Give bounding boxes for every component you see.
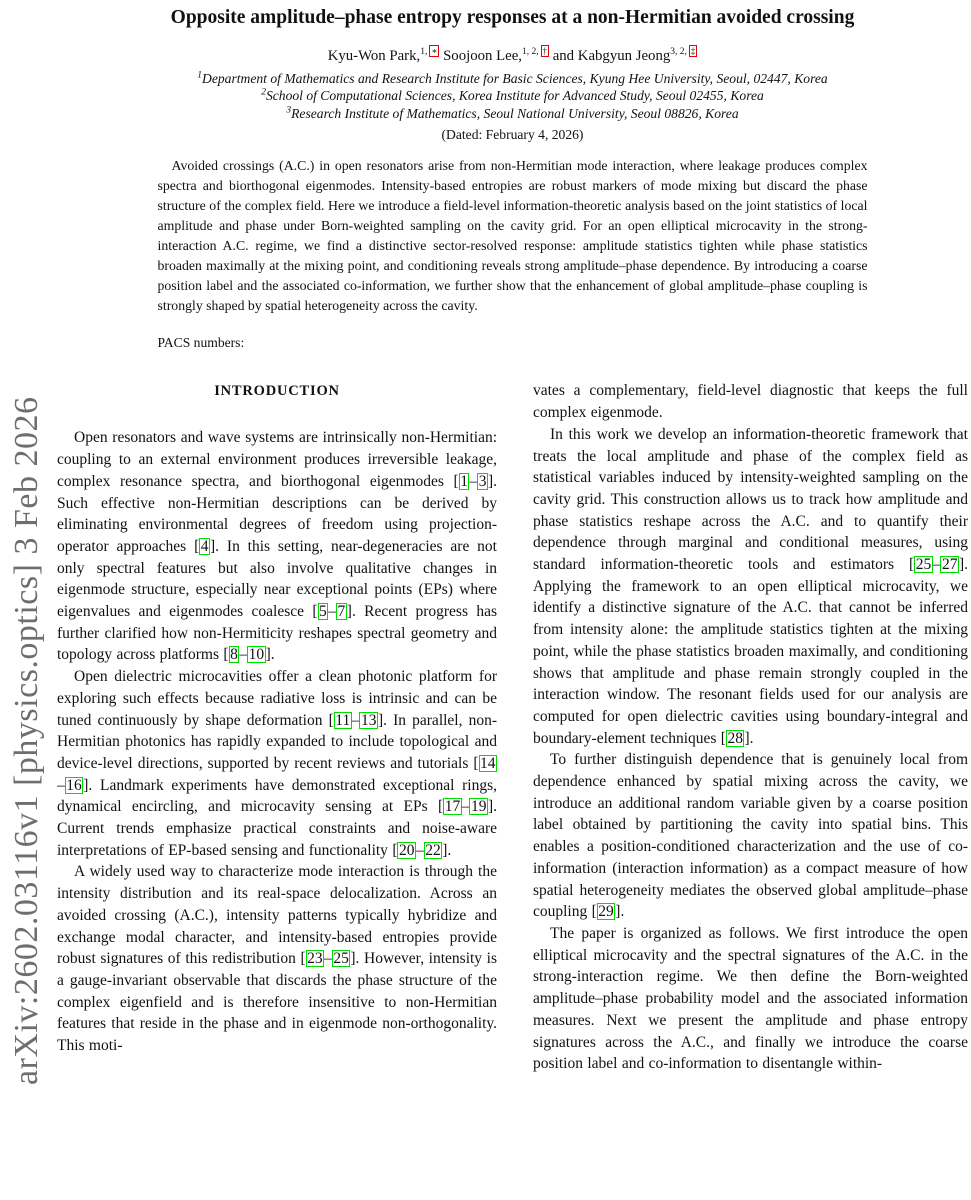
affiliation-list: [57, 70, 968, 123]
paragraph: The paper is organized as follows. We first introduce the open elliptical microcavity and the spectral signatures of the A.C. in the strong-interaction regime. We then define the Born-weighted amplitude–phase probability model and the associated information measures. Next we present the amplitude and phase entropy signatures across the A.C., and finally we introduce the coarse position label and co-information to disentangle within-: [533, 925, 968, 1073]
author: [553, 48, 698, 64]
author: [328, 48, 440, 64]
paragraph: Open dielectric microcavities offer a clean photonic platform for exploring such effects because radiative loss is intrinsic and can be tuned continuously by shape deformation [11–13]. In parallel, non-Hermitian photonics has rapidly expanded to include topological and device-level directions, supported by recent reviews and tutorials [14–16]. Landmark experiments have demonstrated exceptional rings, dynamical encircling, and microcavity sensing at EPs [17–19]. Current trends emphasize practical constraints and noise-aware interpretations of EP-based sensing and functionality [20–22].: [57, 668, 497, 859]
author-superscript: 1, ∗: [420, 46, 438, 57]
citation-link[interactable]: 23: [307, 950, 323, 968]
paragraph: Open resonators and wave systems are intrinsically non-Hermitian: coupling to an external environment produces irreversible leakage, complex resonance spectra, and biorthogonal eigenmodes [1–3]. Such effective non-Hermitian descriptions can be derived by eliminating environmental degrees of freedom using projection-operator approaches [4]. In this setting, near-degeneracies are not only spectral features but also involve qualitative changes in eigenmode structure, especially near exceptional points (EPs) where eigenvalues and eigenmodes coalesce [5–7]. Recent progress has further clarified how non-Hermiticity reshapes spectral geometry and topology across platforms [8–10].: [57, 429, 497, 664]
right-column-paragraphs: [533, 380, 968, 1075]
citation-link[interactable]: 28: [727, 729, 743, 747]
two-column-body: [57, 380, 968, 1174]
citation-link[interactable]: 16: [66, 776, 82, 794]
author-superscript: 3, 2, ‡: [670, 46, 696, 57]
citation-link[interactable]: 10: [248, 646, 265, 664]
author-line: [57, 45, 968, 65]
abstract-text: Avoided crossings (A.C.) in open resonators arise from non-Hermitian mode interaction, where leakage produces complex spectra and biorthogonal eigenmodes. Intensity-based entropies are robust markers of mode mixing but discard the phase structure of the complex field. Here we introduce a field-level information-theoretic analysis based on the joint statistics of local amplitude and phase under Born-weighted sampling on the cavity grid. For an open elliptical microcavity in the strong-interaction A.C. regime, we find a distinctive sector-resolved response: amplitude statistics tighten while phase statistics broaden maximally at the mixing point, and conditioning reveals strong amplitude–phase dependence. By introducing a coarse position label and the associated co-information, we further show that the enhancement of global amplitude–phase coupling is strongly shaped by spatial heterogeneity across the cavity.: [157, 158, 868, 314]
paragraph: To further distinguish dependence that is genuinely local from dependence enhanced by spatial mixing across the cavity, we introduce an additional random variable given by a coarse position label obtained by partitioning the cavity into spatial bins. This enables a position-conditioned characterization and the use of co-information (interaction information) as a compact measure of how spatial heterogeneity mediates the observed global amplitude–phase coupling [29].: [533, 751, 968, 921]
citation-link[interactable]: 13: [360, 711, 377, 729]
affiliation: $^2$School of Computational Sciences, Korea Institute for Advanced Study, Seoul 02455, Korea: [261, 87, 764, 104]
author-name: Kyu-Won Park,: [327, 47, 421, 64]
affiliation: $^3$Research Institute of Mathematics, Seoul National University, Seoul 08826, Korea: [286, 105, 739, 121]
footnote-marker-link[interactable]: ‡: [690, 46, 696, 56]
left-column-paragraphs: [57, 427, 497, 1056]
author-superscript: 1, 2, †: [521, 46, 548, 57]
affiliation-superscript: 1: [197, 70, 203, 81]
paper-title: Opposite amplitude–phase entropy responses at a non-Hermitian avoided crossing: [170, 7, 855, 28]
affiliation: $^1$Department of Mathematics and Research Institute for Basic Sciences, Kyung Hee University, Seoul, 02447, Korea: [197, 70, 828, 86]
author-name: and Kabgyun Jeong: [552, 47, 671, 64]
citation-link[interactable]: 22: [425, 841, 441, 859]
paragraph: A widely used way to characterize mode interaction is through the intensity distribution and its real-space delocalization. Across an avoided crossing (A.C.), intensity patterns typically hybridize and exchange modal character, and intensity-based entropies provide robust signatures of this redistribution [23–25]. However, intensity is a gauge-invariant observable that discards the phase structure of the complex eigenfield and is therefore insensitive to non-Hermitian features that reside in the phase and in eigenmode non-orthogonality. This moti-: [57, 863, 497, 1055]
citation-link[interactable]: 17: [444, 798, 461, 816]
footnote-marker-link[interactable]: ∗: [431, 46, 438, 56]
citation-link[interactable]: 25: [333, 950, 349, 968]
arxiv-watermark: arXiv:2602.03116v1 [physics.optics] 3 Feb 2026: [8, 396, 45, 1085]
affiliation-superscript: 3: [286, 105, 292, 116]
paragraph: In this work we develop an information-theoretic framework that treats the local amplitude and phase of the complex field as statistical variables induced by intensity-weighted sampling on the cavity grid. This construction allows us to track how amplitude and phase statistics reshape across the A.C. and to quantify their dependence through marginal and conditional measures, using standard information-theoretic tools and estimators [25–27]. Applying the framework to an open elliptical microcavity, we identify a distinctive signature of the A.C. that cannot be inferred from intensity alone: the amplitude statistics tighten at the mixing point, while the phase statistics broaden maximally, and conditioning shows that amplitude and phase remain strongly coupled in the interaction window. The resonant fields used for our analysis are computed for open dielectric cavities using boundary-integral and boundary-element techniques [28].: [533, 425, 968, 747]
citation-link[interactable]: 4: [200, 537, 209, 555]
citation-link[interactable]: 27: [941, 556, 958, 574]
citation-link[interactable]: 1: [460, 472, 468, 490]
left-column: [57, 380, 497, 1174]
author: [443, 48, 549, 64]
section-heading-introduction: INTRODUCTION: [214, 383, 340, 400]
citation-link[interactable]: 14: [480, 754, 496, 772]
citation-link[interactable]: 8: [230, 646, 238, 664]
citation-link[interactable]: 11: [335, 711, 351, 729]
paragraph: vates a complementary, field-level diagnostic that keeps the full complex eigenmode.: [533, 382, 968, 422]
citation-link[interactable]: 7: [337, 603, 346, 621]
dated-line: (Dated: February 4, 2026): [441, 127, 584, 143]
citation-link[interactable]: 5: [319, 603, 327, 621]
citation-link[interactable]: 19: [470, 798, 487, 816]
right-column: [533, 380, 968, 1174]
affiliation-superscript: 2: [261, 87, 266, 98]
citation-link[interactable]: 25: [915, 556, 932, 574]
footnote-marker-link[interactable]: †: [542, 46, 548, 56]
pacs-line: PACS numbers:: [157, 335, 245, 351]
content-area: [57, 0, 968, 1174]
citation-link[interactable]: 3: [478, 472, 487, 490]
citation-link[interactable]: 20: [398, 841, 415, 859]
citation-link[interactable]: 29: [598, 903, 614, 921]
author-name: Soojoon Lee,: [443, 47, 522, 64]
